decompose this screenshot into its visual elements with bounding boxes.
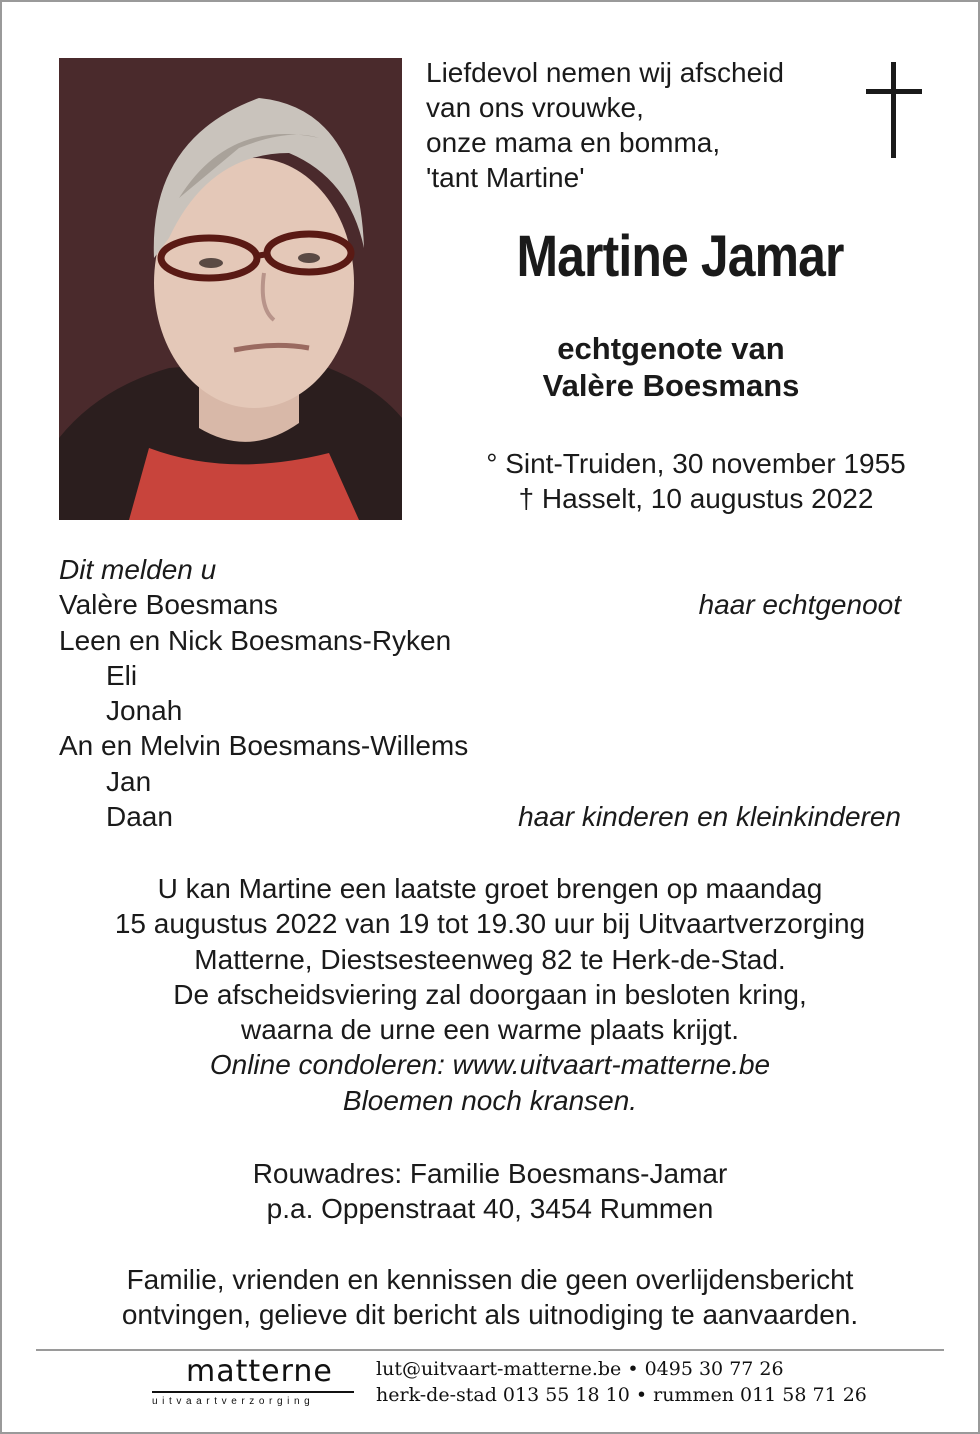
address-line: Rouwadres: Familie Boesmans-Jamar	[252, 1158, 728, 1189]
spouse-name: Valère Boesmans	[542, 368, 800, 403]
family-row	[59, 728, 909, 763]
logo-subtitle: uitvaartverzorging	[152, 1396, 315, 1407]
portrait-photo	[59, 58, 402, 520]
deceased-name: Martine Jamar	[516, 224, 844, 289]
notice-line: De afscheidsviering zal doorgaan in besloten kring,	[173, 978, 807, 1010]
closing-line: Familie, vrienden en kennissen die geen overlijdensbericht	[126, 1264, 854, 1295]
spouse-label: echtgenote van	[557, 331, 785, 366]
online-condolence: Online condoleren: www.uitvaart-matterne.be	[209, 1049, 771, 1081]
family-row	[59, 764, 909, 799]
family-name: Valère Boesmans	[59, 589, 278, 621]
closing-line: ontvingen, gelieve dit bericht als uitnodiging te aanvaarden.	[121, 1299, 859, 1330]
flowers-note: Bloemen noch kransen.	[342, 1084, 638, 1116]
family-row	[59, 623, 909, 658]
family-row	[59, 799, 909, 834]
address-line: p.a. Oppenstraat 40, 3454 Rummen	[266, 1193, 714, 1224]
announcement-lead: Dit melden u	[59, 554, 217, 585]
intro-text	[426, 55, 846, 195]
contact-line: herk-de-stad 013 55 18 10 • rummen 011 58 71 26	[376, 1384, 867, 1406]
intro-line: van ons vrouwke,	[426, 92, 644, 123]
family-role: haar echtgenoot	[698, 589, 901, 621]
spouse-block	[420, 330, 922, 404]
life-dates	[420, 446, 972, 516]
family-row	[59, 587, 909, 622]
contact-info	[376, 1356, 867, 1408]
intro-line: Liefdevol nemen wij afscheid	[426, 57, 784, 88]
logo-bar	[152, 1391, 354, 1393]
logo-word: matterne	[186, 1354, 333, 1389]
family-name: Eli	[106, 659, 138, 691]
family-name: Daan	[106, 801, 173, 833]
family-announcement	[59, 552, 909, 834]
family-row	[59, 693, 909, 728]
family-name: Leen en Nick Boesmans-Ryken	[59, 624, 452, 656]
family-name: Jan	[106, 765, 152, 797]
notice-line: U kan Martine een laatste groet brengen op maandag	[157, 873, 823, 904]
contact-line: lut@uitvaart-matterne.be • 0495 30 77 26	[376, 1358, 784, 1380]
intro-line: onze mama en bomma,	[426, 127, 721, 158]
notice-line: waarna de urne een warme plaats krijgt.	[240, 1014, 740, 1046]
family-name: Jonah	[106, 695, 183, 727]
notice-line: 15 augustus 2022 van 19 tot 19.30 uur bij Uitvaartverzorging	[114, 908, 866, 940]
death-date: † Hasselt, 10 augustus 2022	[518, 483, 874, 514]
matterne-logo	[152, 1352, 354, 1412]
intro-line: 'tant Martine'	[426, 162, 585, 193]
family-role: haar kinderen en kleinkinderen	[518, 801, 901, 833]
footer-divider	[36, 1349, 944, 1351]
closing-note	[40, 1262, 940, 1332]
notice-line: Matterne, Diestsesteenweg 82 te Herk-de-Stad.	[194, 943, 786, 975]
mourning-address	[40, 1156, 940, 1226]
ceremony-notice	[40, 871, 940, 1118]
birth-date: ° Sint-Truiden, 30 november 1955	[486, 448, 906, 479]
family-name: An en Melvin Boesmans-Willems	[59, 730, 469, 762]
cross-icon	[866, 62, 922, 158]
family-row	[59, 658, 909, 693]
